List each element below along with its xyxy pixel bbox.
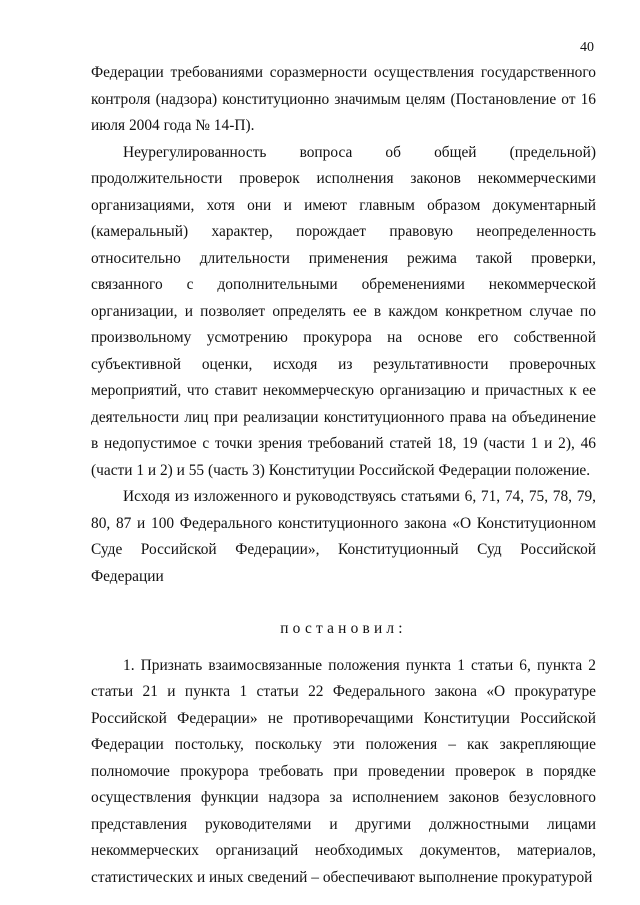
document-body [91, 60, 596, 891]
resolution-heading: постановил: [280, 620, 407, 637]
paragraph-continuation: Федерации требованиями соразмерности осуществления государственного контроля (надзора) конституционно значимым целям (Постановление от 16 июля 2004 года № 14-П). [91, 64, 596, 134]
paragraph-unregulated-duration: Неурегулированность вопроса об общей (предельной) продолжительности проверок исполнения законов некоммерческими организациями, хотя они и имеют главным образом документарный (камеральный) характер, порождает правовую неопределенность относительно длительности применения режима такой проверки, связанного с дополнительными обременениями некоммерческой организации, и позволяет определять ее в каждом конкретном случае по произвольному усмотрению прокурора на основе его собственной субъективной оценки, исходя из результативности проверочных мероприятий, что ставит некоммерческую организацию и причастных к ее деятельности лиц при реализации конституционного права на объединение в недопустимое с точки зрения требований статей 18, 19 (части 1 и 2), 46 (части 1 и 2) и 55 (часть 3) Конституции Российской Федерации положение. [91, 143, 596, 479]
page-number: 40 [580, 40, 594, 55]
paragraph-grounds: Исходя из изложенного и руководствуясь статьями 6, 71, 74, 75, 78, 79, 80, 87 и 100 Федерального конституционного закона «О Конституционном Суде Российской Федерации», Конституционный Суд Российской Федерации [91, 488, 596, 585]
paragraph-resolution-item-1: 1. Признать взаимосвязанные положения пункта 1 статьи 6, пункта 2 статьи 21 и пункта 1 статьи 22 Федерального закона «О прокуратуре Российской Федерации» не противоречащими Конституции Российской Федерации постольку, поскольку эти положения – как закрепляющие полномочие прокурора требовать при проведении проверок в порядке осуществления функции надзора за исполнением законов безусловного представления руководителями и другими должностными лицами некоммерческих организаций необходимых документов, материалов, статистических и иных сведений – обеспечивают выполнение прокуратурой [91, 656, 596, 886]
